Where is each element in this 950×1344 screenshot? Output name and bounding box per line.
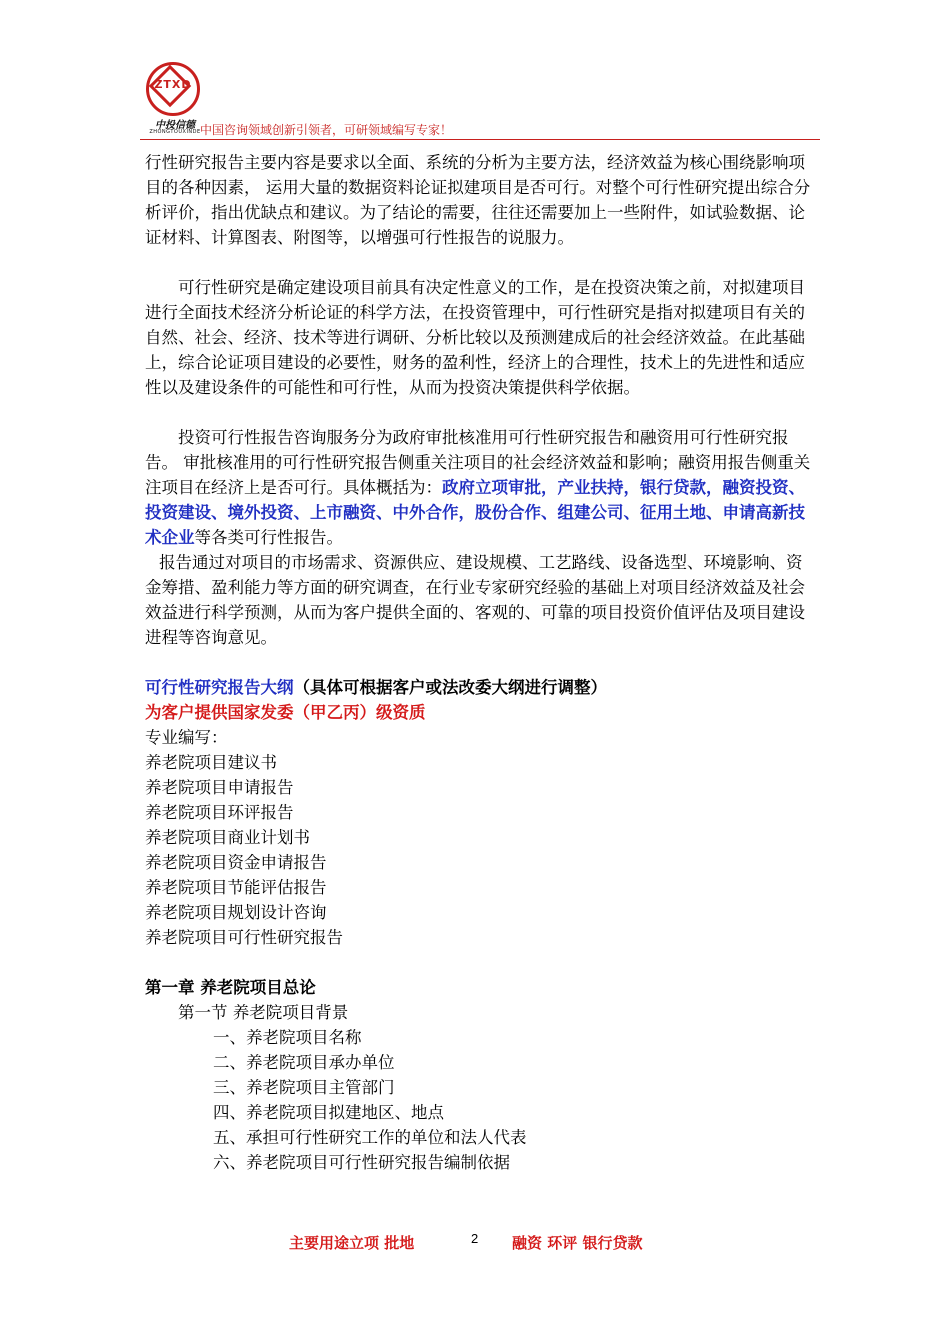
service-item: 养老院项目申请报告 [145, 778, 294, 797]
logo-english-name: ZHONGTOUXINDE [149, 129, 201, 135]
service-item: 养老院项目环评报告 [145, 803, 294, 822]
paragraph-3-text: 投资可行性报告咨询服务分为政府审批核准用可行性研究报告和融资用可行性研究报告。 审批核准用的可行性研究报告侧重关注项目的社会经济效益和影响；融资用报告侧重关注项目在经济上是否可行。具体概括为： [145, 428, 811, 497]
outline-item: 五、承担可行性研究工作的单位和法人代表 [213, 1128, 527, 1147]
service-item: 养老院项目建议书 [145, 753, 277, 772]
service-item: 养老院项目资金申请报告 [145, 853, 327, 872]
section-title: 第一节 养老院项目背景 [178, 1003, 349, 1022]
chapter-title: 第一章 养老院项目总论 [145, 978, 316, 997]
paragraph-3-tail: 等各类可行性报告。 [194, 528, 343, 547]
service-item: 养老院项目可行性研究报告 [145, 928, 343, 947]
service-item: 养老院项目规划设计咨询 [145, 903, 327, 922]
outline-title: 可行性研究报告大纲 [145, 678, 294, 697]
outline-note: （具体可根据客户或法改委大纲进行调整） [293, 678, 607, 697]
header-divider [140, 139, 820, 140]
header-slogan: 中国咨询领域创新引领者，可研领域编写专家！ [200, 123, 453, 137]
paragraph-2: 可行性研究是确定建设项目前具有决定性意义的工作，是在投资决策之前，对拟建项目进行全面技术经济分析论证的科学方法，在投资管理中，可行性研究是指对拟建项目有关的自然、社会、经济、技术等进行调研、分析比较以及预测建成后的社会经济效益。在此基础上，综合论证项目建设的必要性，财务的盈利性，经济上的合理性，技术上的先进性和适应性以及建设条件的可能性和可行性，从而为投资决策提供科学依据。 [145, 278, 805, 397]
outline-item: 四、养老院项目拟建地区、地点 [213, 1103, 444, 1122]
document-body [145, 150, 815, 1175]
outline-heading [145, 675, 815, 700]
outline-item: 三、养老院项目主管部门 [213, 1078, 395, 1097]
footer-right-text: 融资 环评 银行贷款 [512, 1234, 643, 1252]
company-logo [140, 62, 206, 135]
logo-chinese-name: 中投信德 [155, 120, 195, 131]
service-item: 养老院项目商业计划书 [145, 828, 310, 847]
paragraph-4: 报告通过对项目的市场需求、资源供应、建设规模、工艺路线、设备选型、环境影响、资金筹措、盈利能力等方面的研究调查，在行业专家研究经验的基础上对项目经济效益及社会效益进行科学预测，从而为客户提供全面的、客观的、可靠的项目投资价值评估及项目建设进程等咨询意见。 [145, 553, 805, 647]
footer-left-text: 主要用途立项 批地 [289, 1234, 415, 1252]
service-item: 养老院项目节能评估报告 [145, 878, 327, 897]
paragraph-3-highlight: 政府立项审批，产业扶持，银行贷款，融资投资、投资建设、境外投资、上市融资、中外合作，股份合作、组建公司、征用土地、申请高新技术企业 [145, 478, 805, 547]
paragraph-3 [145, 425, 815, 550]
outline-item: 六、养老院项目可行性研究报告编制依据 [213, 1153, 510, 1172]
outline-item: 一、养老院项目名称 [213, 1028, 362, 1047]
outline-item: 二、养老院项目承办单位 [213, 1053, 395, 1072]
paragraph-1: 行性研究报告主要内容是要求以全面、系统的分析为主要方法，经济效益为核心围绕影响项目的各种因素， 运用大量的数据资料论证拟建项目是否可行。对整个可行性研究提出综合分析评价，指出优缺点和建议。为了结论的需要，往往还需要加上一些附件，如试验数据、论证材料、计算图表、附图等，以增强可行性报告的说服力。 [145, 153, 811, 247]
page-footer [145, 1232, 815, 1257]
logo-letters: ZTXD [154, 78, 192, 91]
professional-label: 专业编写： [145, 728, 228, 747]
page-header [140, 62, 820, 142]
page-number: 2 [471, 1231, 479, 1246]
qualification-line: 为客户提供国家发委（甲乙丙）级资质 [145, 703, 426, 722]
